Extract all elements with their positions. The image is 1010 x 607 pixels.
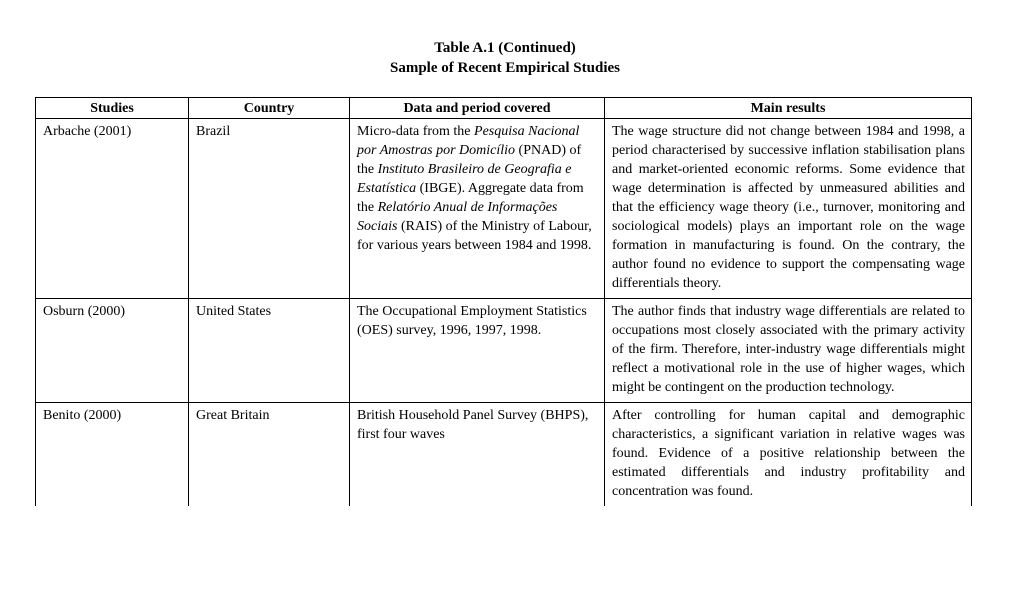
results-cell: After controlling for human capital and demographic characteristics, a significant variation in relative wages was found. Evidence of a positive relationship between the estimated differentials and industry profitability and concentration was found. xyxy=(605,403,972,507)
results-cell: The wage structure did not change between 1984 and 1998, a period characterised by successive inflation stabilisation plans and market-oriented economic reforms. Some evidence that wage determination is affected by unmeasured abilities and that the efficiency wage theory (i.e., turnover, monitoring and sociological models) plays an important role on the wage formation in manufacturing is found. On the contrary, the author found no evidence to support the compensating wage differentials theory. xyxy=(605,119,972,299)
data-text: British Household Panel Survey (BHPS), first four waves xyxy=(357,408,589,442)
country-cell: United States xyxy=(189,299,350,403)
study-cell: Arbache (2001) xyxy=(36,119,189,299)
data-text: The Occupational Employment Statistics (OES) survey, 1996, 1997, 1998. xyxy=(357,304,587,338)
data-text: (RAIS) of the Ministry of Labour, for various years between 1984 and 1998. xyxy=(357,219,592,253)
data-cell xyxy=(350,299,605,403)
data-text: Micro-data from the xyxy=(357,124,475,139)
study-cell: Benito (2000) xyxy=(36,403,189,507)
table-title: Table A.1 (Continued) xyxy=(434,40,576,56)
header-studies: Studies xyxy=(36,98,189,119)
italic-source-name: Relatório Anual de Informações Sociais xyxy=(357,200,558,234)
table-subtitle: Sample of Recent Empirical Studies xyxy=(390,60,620,76)
country-cell: Brazil xyxy=(189,119,350,299)
italic-source-name: Pesquisa Nacional por Amostras por Domicílio xyxy=(357,124,580,158)
header-country: Country xyxy=(189,98,350,119)
data-cell xyxy=(350,403,605,507)
data-text: (IBGE). Aggregate data from the xyxy=(357,181,584,215)
table-caption xyxy=(0,38,1010,78)
table-row xyxy=(36,299,972,403)
header-main-results: Main results xyxy=(605,98,972,119)
table-row xyxy=(36,403,972,507)
data-cell xyxy=(350,119,605,299)
header-row xyxy=(36,98,972,119)
results-cell: The author finds that industry wage differentials are related to occupations most closely associated with the primary activity of the firm. Therefore, inter-industry wage differentials might reflect a motivational role in the use of higher wages, which might be contingent on the production technology. xyxy=(605,299,972,403)
italic-source-name: Instituto Brasileiro de Geografia e Estatística xyxy=(357,162,572,196)
header-data-period: Data and period covered xyxy=(350,98,605,119)
study-cell: Osburn (2000) xyxy=(36,299,189,403)
data-text: (PNAD) of the xyxy=(357,143,582,177)
country-cell: Great Britain xyxy=(189,403,350,507)
studies-table xyxy=(35,97,972,506)
table-row xyxy=(36,119,972,299)
